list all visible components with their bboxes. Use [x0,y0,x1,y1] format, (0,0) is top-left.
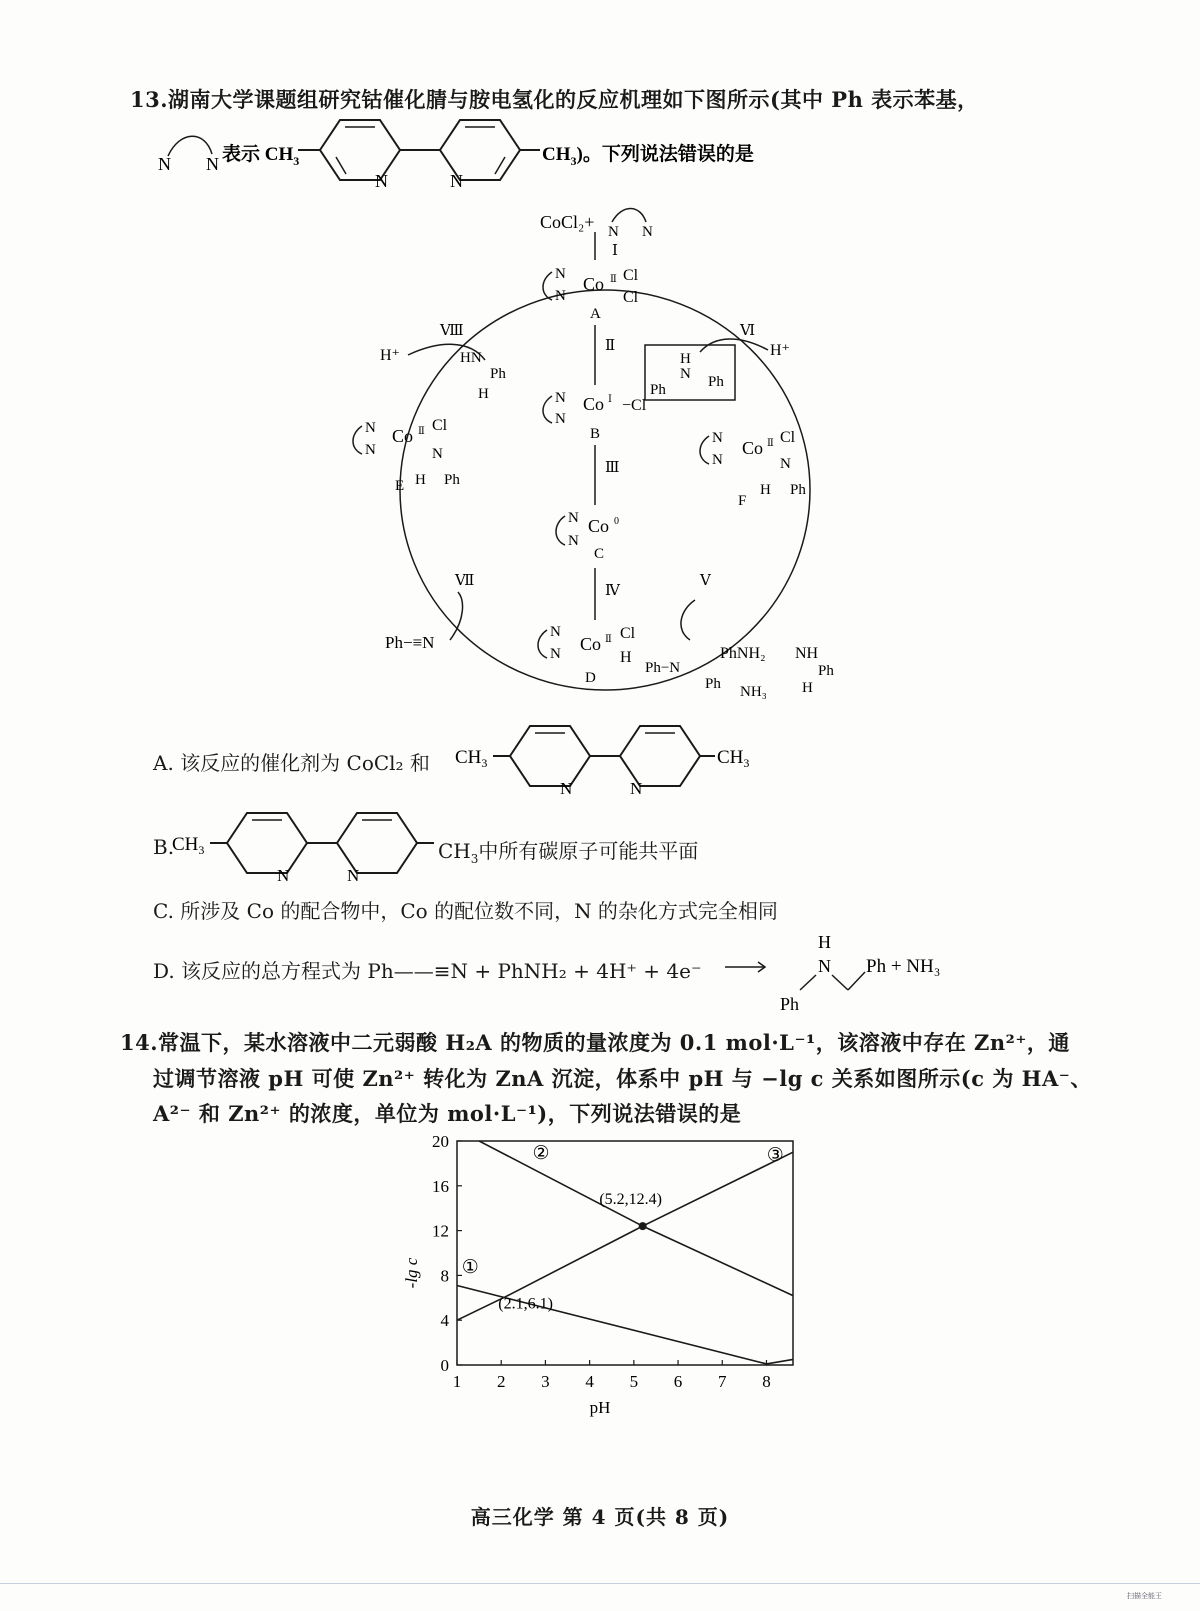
svg-text:Ⅱ: Ⅱ [418,426,425,437]
svg-text:A: A [590,306,601,322]
q14-line1 [120,1027,1070,1057]
q13-line1 [130,84,979,114]
svg-text:Cl: Cl [620,625,636,642]
species-f [700,429,806,509]
svg-text:Ⅶ: Ⅶ [455,573,475,589]
svg-text:N: N [680,366,691,382]
svg-text:N: N [365,420,376,436]
svg-text:D: D [585,670,596,686]
q13-line2-end: $CH_3$)。下列说法错误的是 [542,144,754,168]
svg-text:N: N [365,442,376,458]
svg-text:H: H [680,351,691,367]
option-d-product [720,930,980,1015]
svg-text:E: E [395,478,405,494]
svg-text:N: N [630,779,643,798]
svg-text:Co: Co [580,634,602,654]
x-tick-label: 8 [762,1372,771,1391]
nn-symbol-n1: N [158,154,171,174]
svg-text:N: N [560,779,573,798]
start-cocl2: CoCl₂+ [540,212,595,232]
svg-text:Ph: Ph [708,374,724,390]
svg-text:Ⅱ: Ⅱ [605,338,616,354]
svg-text:Cl: Cl [623,267,639,284]
annotation-point: (2.1,6.1) [498,1295,553,1313]
species-c [556,510,619,562]
d-product-tail: Ph + NH₃ [866,956,941,977]
svg-text:N: N [642,224,653,240]
svg-text:N: N [550,646,561,662]
svg-text:Ⅴ: Ⅴ [700,573,711,589]
svg-text:Co: Co [583,274,605,294]
svg-text:N: N [555,266,566,282]
x-axis-label: pH [589,1398,611,1417]
y-tick-label: 12 [432,1221,449,1241]
page-footer: 高三化学 第 4 页(共 8 页) [470,1505,730,1529]
q13-line2-text: 表示 $CH_3$ [222,144,300,168]
svg-text:N: N [568,533,579,549]
q14-line2: 过调节溶液 pH 可使 Zn²⁺ 转化为 ZnA 沉淀，体系中 pH 与 −lg c 关系如图所示(c 为 HA⁻、 [153,1066,1092,1091]
svg-text:Ph: Ph [705,676,721,692]
svg-text:Ⅱ: Ⅱ [767,438,774,449]
svg-text:Ⅲ: Ⅲ [605,460,620,476]
x-tick-label: 1 [452,1372,462,1391]
svg-text:Cl: Cl [623,289,639,306]
q13-line2-structures [150,112,800,197]
annotation-intersection: (5.2,12.4) [599,1191,663,1209]
svg-text:N: N [550,624,561,640]
mechanism-diagram [340,200,900,710]
option-c-text: C. 所涉及 Co 的配合物中，Co 的配位数不同，N 的杂化方式完全相同 [153,899,778,923]
svg-text:Ⅷ: Ⅷ [440,323,464,339]
series-label-1: ① [461,1257,479,1279]
svg-text:−Cl: −Cl [622,397,647,414]
svg-text:N: N [555,390,566,406]
svg-text:Ph−N: Ph−N [645,660,681,676]
svg-text:H: H [802,680,813,696]
svg-text:Ph: Ph [780,994,800,1014]
svg-text:H: H [760,482,771,498]
scanner-watermark: 扫描全能王 [1127,1592,1162,1600]
svg-text:Ⅳ: Ⅳ [605,583,620,599]
svg-text:Ⅰ: Ⅰ [612,243,618,259]
species-d [538,624,636,686]
svg-text:N: N [555,411,566,427]
svg-text:N: N [375,171,388,191]
q14-number: 14. [120,1030,159,1055]
svg-text:H: H [415,472,426,488]
option-a-structure [455,718,765,798]
svg-text:Co: Co [588,516,610,536]
species-b [543,390,647,442]
svg-text:N: N [277,866,290,885]
nn-symbol-n2: N [206,154,219,174]
svg-text:Ⅰ: Ⅰ [608,394,612,405]
svg-text:N: N [818,956,831,976]
svg-text:HN: HN [460,350,482,366]
svg-text:0: 0 [614,516,619,527]
y-tick-label: 20 [432,1132,449,1151]
svg-text:H: H [620,649,632,666]
series-label-3: ③ [766,1145,784,1167]
svg-text:Ph: Ph [444,472,460,488]
svg-text:N: N [712,430,723,446]
svg-text:NH: NH [795,645,819,662]
series-line-2 [479,1141,793,1296]
q13-number: 13. [130,87,169,112]
hplus-left: H⁺ [380,347,400,364]
q14-line3: A²⁻ 和 Zn²⁺ 的浓度，单位为 mol·L⁻¹)，下列说法错误的是 [153,1101,742,1126]
option-a-text: A. 该反应的催化剂为 CoCl₂ 和 [153,751,430,775]
bipyridine-structure [298,120,540,191]
q13-stem: 湖南大学课题组研究钴催化腈与胺电氢化的反应机理如下图所示(其中 Ph 表示苯基， [168,87,979,112]
svg-text:Ph: Ph [490,366,506,382]
x-tick-label: 5 [629,1372,639,1391]
intersection-point [639,1222,647,1230]
species-e [353,417,460,494]
svg-text:Ⅱ: Ⅱ [605,634,612,645]
svg-text:H: H [478,386,489,402]
x-tick-label: 4 [585,1372,594,1391]
x-tick-label: 7 [718,1372,727,1391]
svg-text:Co: Co [583,394,605,414]
svg-text:Ph: Ph [790,482,806,498]
option-d-text: D. 该反应的总方程式为 Ph——≡N + PhNH₂ + 4H⁺ + 4e⁻ [153,959,702,983]
q14-stem-1: 常温下，某水溶液中二元弱酸 H₂A 的物质的量浓度为 0.1 mol·L⁻¹，该溶液中存在 Zn²⁺，通 [158,1030,1070,1055]
x-tick-label: 3 [541,1372,550,1391]
svg-text:PhNH₂: PhNH₂ [720,645,766,662]
series-label-2: ② [532,1142,550,1164]
option-b-structure [172,805,452,885]
svg-text:Cl: Cl [780,429,796,446]
svg-text:C: C [594,546,605,562]
svg-text:NH₃: NH₃ [740,684,767,700]
plot-frame [457,1141,793,1365]
x-tick-label: 6 [673,1372,683,1391]
svg-text:CH3: $CH_3$ [455,747,488,770]
svg-text:N: N [347,866,360,885]
y-tick-label: 8 [440,1266,449,1286]
ph-lgc-chart [395,1125,835,1440]
svg-text:CH3: $CH_3$ [172,834,205,857]
svg-text:Co: Co [392,426,414,446]
species-a [543,266,639,322]
nitrile-reagent: Ph−≡N [385,633,435,652]
svg-text:Ⅵ: Ⅵ [740,323,756,339]
svg-text:B: B [590,426,601,442]
svg-text:N: N [608,224,619,240]
svg-text:N: N [568,510,579,526]
svg-text:F: F [738,493,747,509]
svg-text:Co: Co [742,438,764,458]
option-b-text: $CH_3$中所有碳原子可能共平面 [438,839,699,866]
svg-text:H: H [818,932,831,952]
svg-text:Ph: Ph [818,663,834,679]
option-b-prefix: B. [153,835,175,859]
svg-text:Ⅱ: Ⅱ [610,274,617,285]
svg-text:N: N [712,452,723,468]
svg-text:N: N [555,288,566,304]
hplus-right: H⁺ [770,342,790,359]
svg-text:CH3: $CH_3$ [717,747,750,770]
svg-text:Ph: Ph [650,382,666,398]
svg-text:N: N [780,456,791,472]
bottom-rule [0,1583,1200,1584]
x-tick-label: 2 [496,1372,506,1391]
svg-text:N: N [450,171,463,191]
svg-text:N: N [432,446,443,462]
y-tick-label: 16 [432,1176,449,1196]
y-tick-label: 0 [440,1356,449,1375]
y-tick-label: 4 [440,1311,449,1331]
y-axis-label: -lg c [402,1257,421,1289]
svg-text:Cl: Cl [432,417,448,434]
